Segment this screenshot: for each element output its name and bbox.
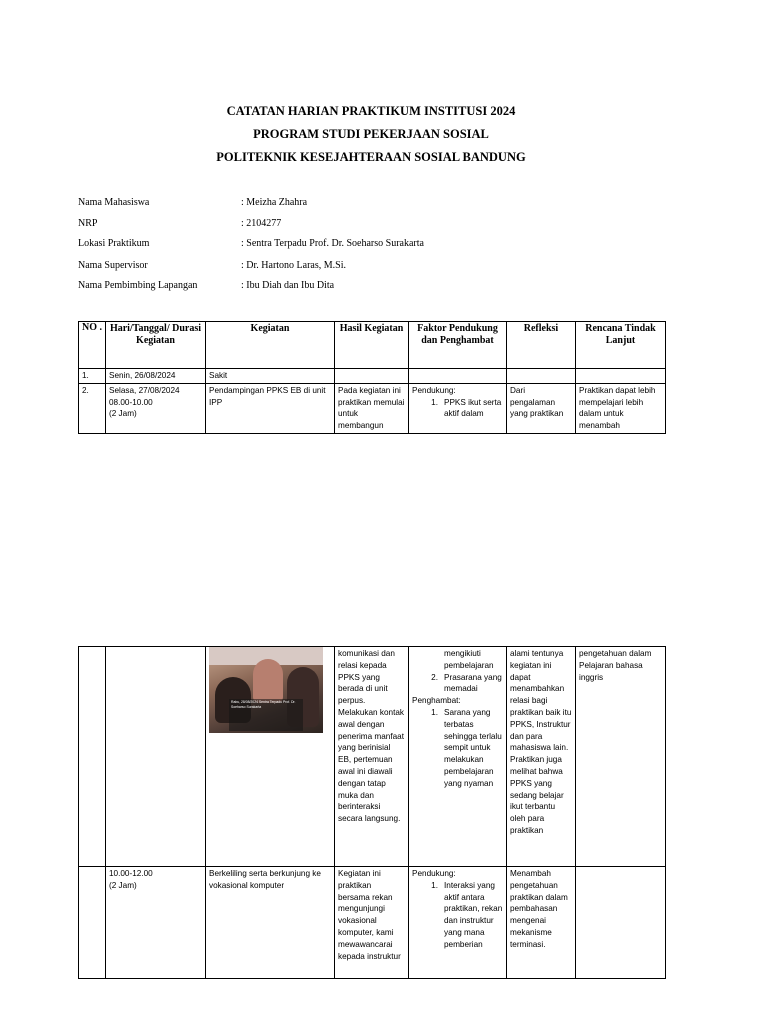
row1-refleksi [507,369,576,384]
list-number: 1. [431,397,438,407]
list-number: 2. [431,672,438,682]
list-item [412,880,503,951]
info-value-pembimbing: : Ibu Diah dan Ibu Dita [241,280,335,291]
list-item [412,672,503,696]
rowB-pendukung-label: Pendukung: [412,869,456,878]
info-value-lokasi: : Sentra Terpadu Prof. Dr. Soeharso Surakarta [241,238,424,249]
penghambat-label: Penghambat: [412,696,461,706]
activity-table-page2 [78,646,666,979]
activity-table-page1 [78,321,666,434]
rowB-hasil: Kegiatan ini praktikan bersama rekan mengunjungi vokasional komputer, kami mewawancarai kepada instruktur [335,867,409,979]
info-label-pembimbing: Nama Pembimbing Lapangan [78,280,198,291]
header-faktor: Faktor Pendukung dan Penghambat [409,322,507,369]
info-label-nama: Nama Mahasiswa [78,197,150,208]
photo-person [253,659,283,703]
row1-hasil [335,369,409,384]
row2-faktor [409,383,507,433]
header-hasil: Hasil Kegiatan [335,322,409,369]
rowB-duration: (2 Jam) [109,880,137,890]
header-refleksi: Refleksi [507,322,576,369]
rowA-faktor [409,647,507,867]
list-number: 1. [431,880,438,890]
header-no: NO . [79,322,106,369]
doc-title: CATATAN HARIAN PRAKTIKUM INSTITUSI 2024 [226,104,516,118]
list-text: mengikiuti pembelajaran [444,649,494,670]
table-row [79,647,666,867]
rowB-kegiatan: Berkeliling serta berkunjung ke vokasional komputer [206,867,335,979]
list-text: Sarana yang terbatas sehingga terlalu sempit untuk melakukan pembelajaran yang nyaman [444,707,502,788]
row2-pendukung-label: Pendukung: [412,385,456,395]
row2-hasil: Pada kegiatan ini praktikan memulai untuk membangun [335,383,409,433]
info-label-lokasi: Lokasi Praktikum [78,238,150,249]
rowB-refleksi: Menambah pengetahuan praktikan dalam pembahasan mengenai mekanisme terminasi. [507,867,576,979]
info-label-supervisor: Nama Supervisor [78,260,148,271]
row1-rencana [576,369,666,384]
header-hari: Hari/Tanggal/ Durasi Kegiatan [106,322,206,369]
info-value-supervisor: : Dr. Hartono Laras, M.Si. [241,260,346,271]
rowB-hari [106,867,206,979]
row2-rencana: Praktikan dapat lebih mempelajari lebih dalam untuk menambah [576,383,666,433]
table-header-row [79,322,666,369]
header-kegiatan: Kegiatan [206,322,335,369]
row2-kegiatan: Pendampingan PPKS EB di unit IPP [206,383,335,433]
rowA-rencana: pengetahuan dalam Pelajaran bahasa inggris [576,647,666,867]
rowB-rencana [576,867,666,979]
table-row [79,867,666,979]
list-item-continued [412,648,503,672]
rowA-no [79,647,106,867]
program-title: PROGRAM STUDI PEKERJAAN SOSIAL [253,127,489,141]
row2-date: Selasa, 27/08/2024 [109,385,180,395]
list-item [412,397,503,421]
rowA-hari [106,647,206,867]
institution-title: POLITEKNIK KESEJAHTERAAN SOSIAL BANDUNG [216,150,526,164]
rowA-kegiatan [206,647,335,867]
list-number: 1. [431,707,438,717]
rowA-refleksi: alami tentunya kegiatan ini dapat menambahkan relasi bagi praktikan baik itu PPKS, Instruktur dan para mahasiswa lain. Praktikan juga melihat bahwa PPKS yang sedang belajar ikut terbantu oleh para praktikan [507,647,576,867]
list-text: Interaksi yang aktif antara praktikan, rekan dan instruktur yang mana pemberian [444,880,503,949]
header-rencana: Rencana Tindak Lanjut [576,322,666,369]
table-row [79,369,666,384]
list-text: Prasarana yang memadai [444,672,502,694]
row2-refleksi: Dari pengalaman yang praktikan [507,383,576,433]
row1-no: 1. [79,369,106,384]
row2-time: 08.00-10.00 [109,397,153,407]
info-value-nama: : Meizha Zhahra [241,197,308,208]
row1-hari: Senin, 26/08/2024 [106,369,206,384]
info-label-nrp: NRP [78,218,98,229]
row2-duration: (2 Jam) [109,409,137,419]
list-item [412,707,503,790]
rowB-time: 10.00-12.00 [109,869,153,878]
table-row [79,383,666,433]
row1-faktor [409,369,507,384]
rowA-hasil: komunikasi dan relasi kepada PPKS yang berada di unit perpus. Melakukan kontak awal dengan penerima manfaat yang berinisial EB, pertemuan awal ini diawali dengan tatap muka dan berinteraksi secara langsung. [335,647,409,867]
rowB-faktor [409,867,507,979]
photo-caption: Rabu, 28/08/2024 Sentra Terpadu Prof. Dr. Soeharso Surakarta [229,699,303,731]
row1-kegiatan: Sakit [206,369,335,384]
row2-hari [106,383,206,433]
rowB-no [79,867,106,979]
activity-photo [209,647,323,733]
row2-no: 2. [79,383,106,433]
list-text: PPKS ikut serta aktif dalam [444,397,502,419]
info-value-nrp: : 2104277 [241,218,282,229]
